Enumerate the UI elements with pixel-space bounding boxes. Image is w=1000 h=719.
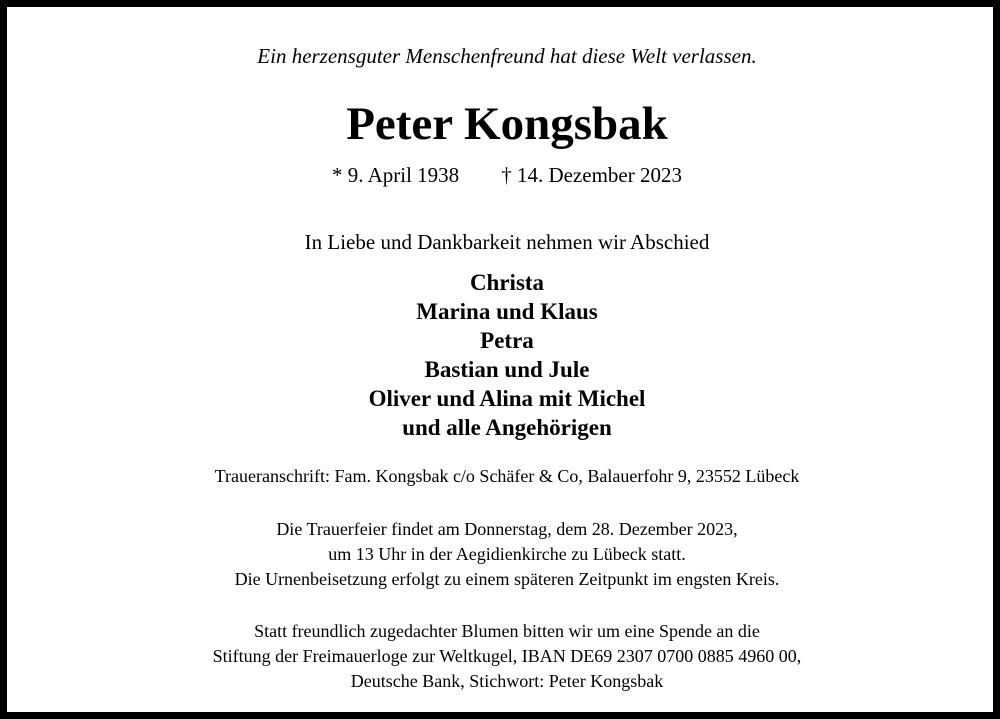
mourner-name: Bastian und Jule xyxy=(424,357,590,382)
life-dates xyxy=(7,161,1000,189)
donation-line: Stiftung der Freimauerloge zur Weltkugel, IBAN DE69 2307 0700 0885 4960 00, xyxy=(212,646,802,666)
mourner-name: und alle Angehörigen xyxy=(402,415,612,440)
mourners-list xyxy=(7,268,1000,442)
death-date: † 14. Dezember 2023 xyxy=(501,163,682,187)
mourning-address: Traueranschrift: Fam. Kongsbak c/o Schäfer & Co, Balauerfohr 9, 23552 Lübeck xyxy=(214,466,800,486)
farewell-intro: In Liebe und Dankbarkeit nehmen wir Abschied xyxy=(304,230,710,254)
ceremony-line: Die Trauerfeier findet am Donnerstag, dem 28. Dezember 2023, xyxy=(276,519,738,539)
mourner-name: Oliver und Alina mit Michel xyxy=(368,386,646,411)
ceremony-line: um 13 Uhr in der Aegidienkirche zu Lübeck statt. xyxy=(328,544,686,564)
mourner-name: Christa xyxy=(469,270,545,295)
donation-info xyxy=(7,619,1000,694)
birth-date: * 9. April 1938 xyxy=(332,163,460,187)
mourner-name: Petra xyxy=(480,328,534,353)
donation-line: Statt freundlich zugedachter Blumen bitten wir um eine Spende an die xyxy=(254,621,760,641)
motto: Ein herzensguter Menschenfreund hat diese Welt verlassen. xyxy=(257,44,757,68)
ceremony-line: Die Urnenbeisetzung erfolgt zu einem späteren Zeitpunkt im engsten Kreis. xyxy=(234,569,780,589)
mourner-name: Marina und Klaus xyxy=(416,299,598,324)
ceremony-info xyxy=(7,517,1000,592)
donation-line: Deutsche Bank, Stichwort: Peter Kongsbak xyxy=(350,671,664,691)
deceased-name: Peter Kongsbak xyxy=(346,98,668,150)
